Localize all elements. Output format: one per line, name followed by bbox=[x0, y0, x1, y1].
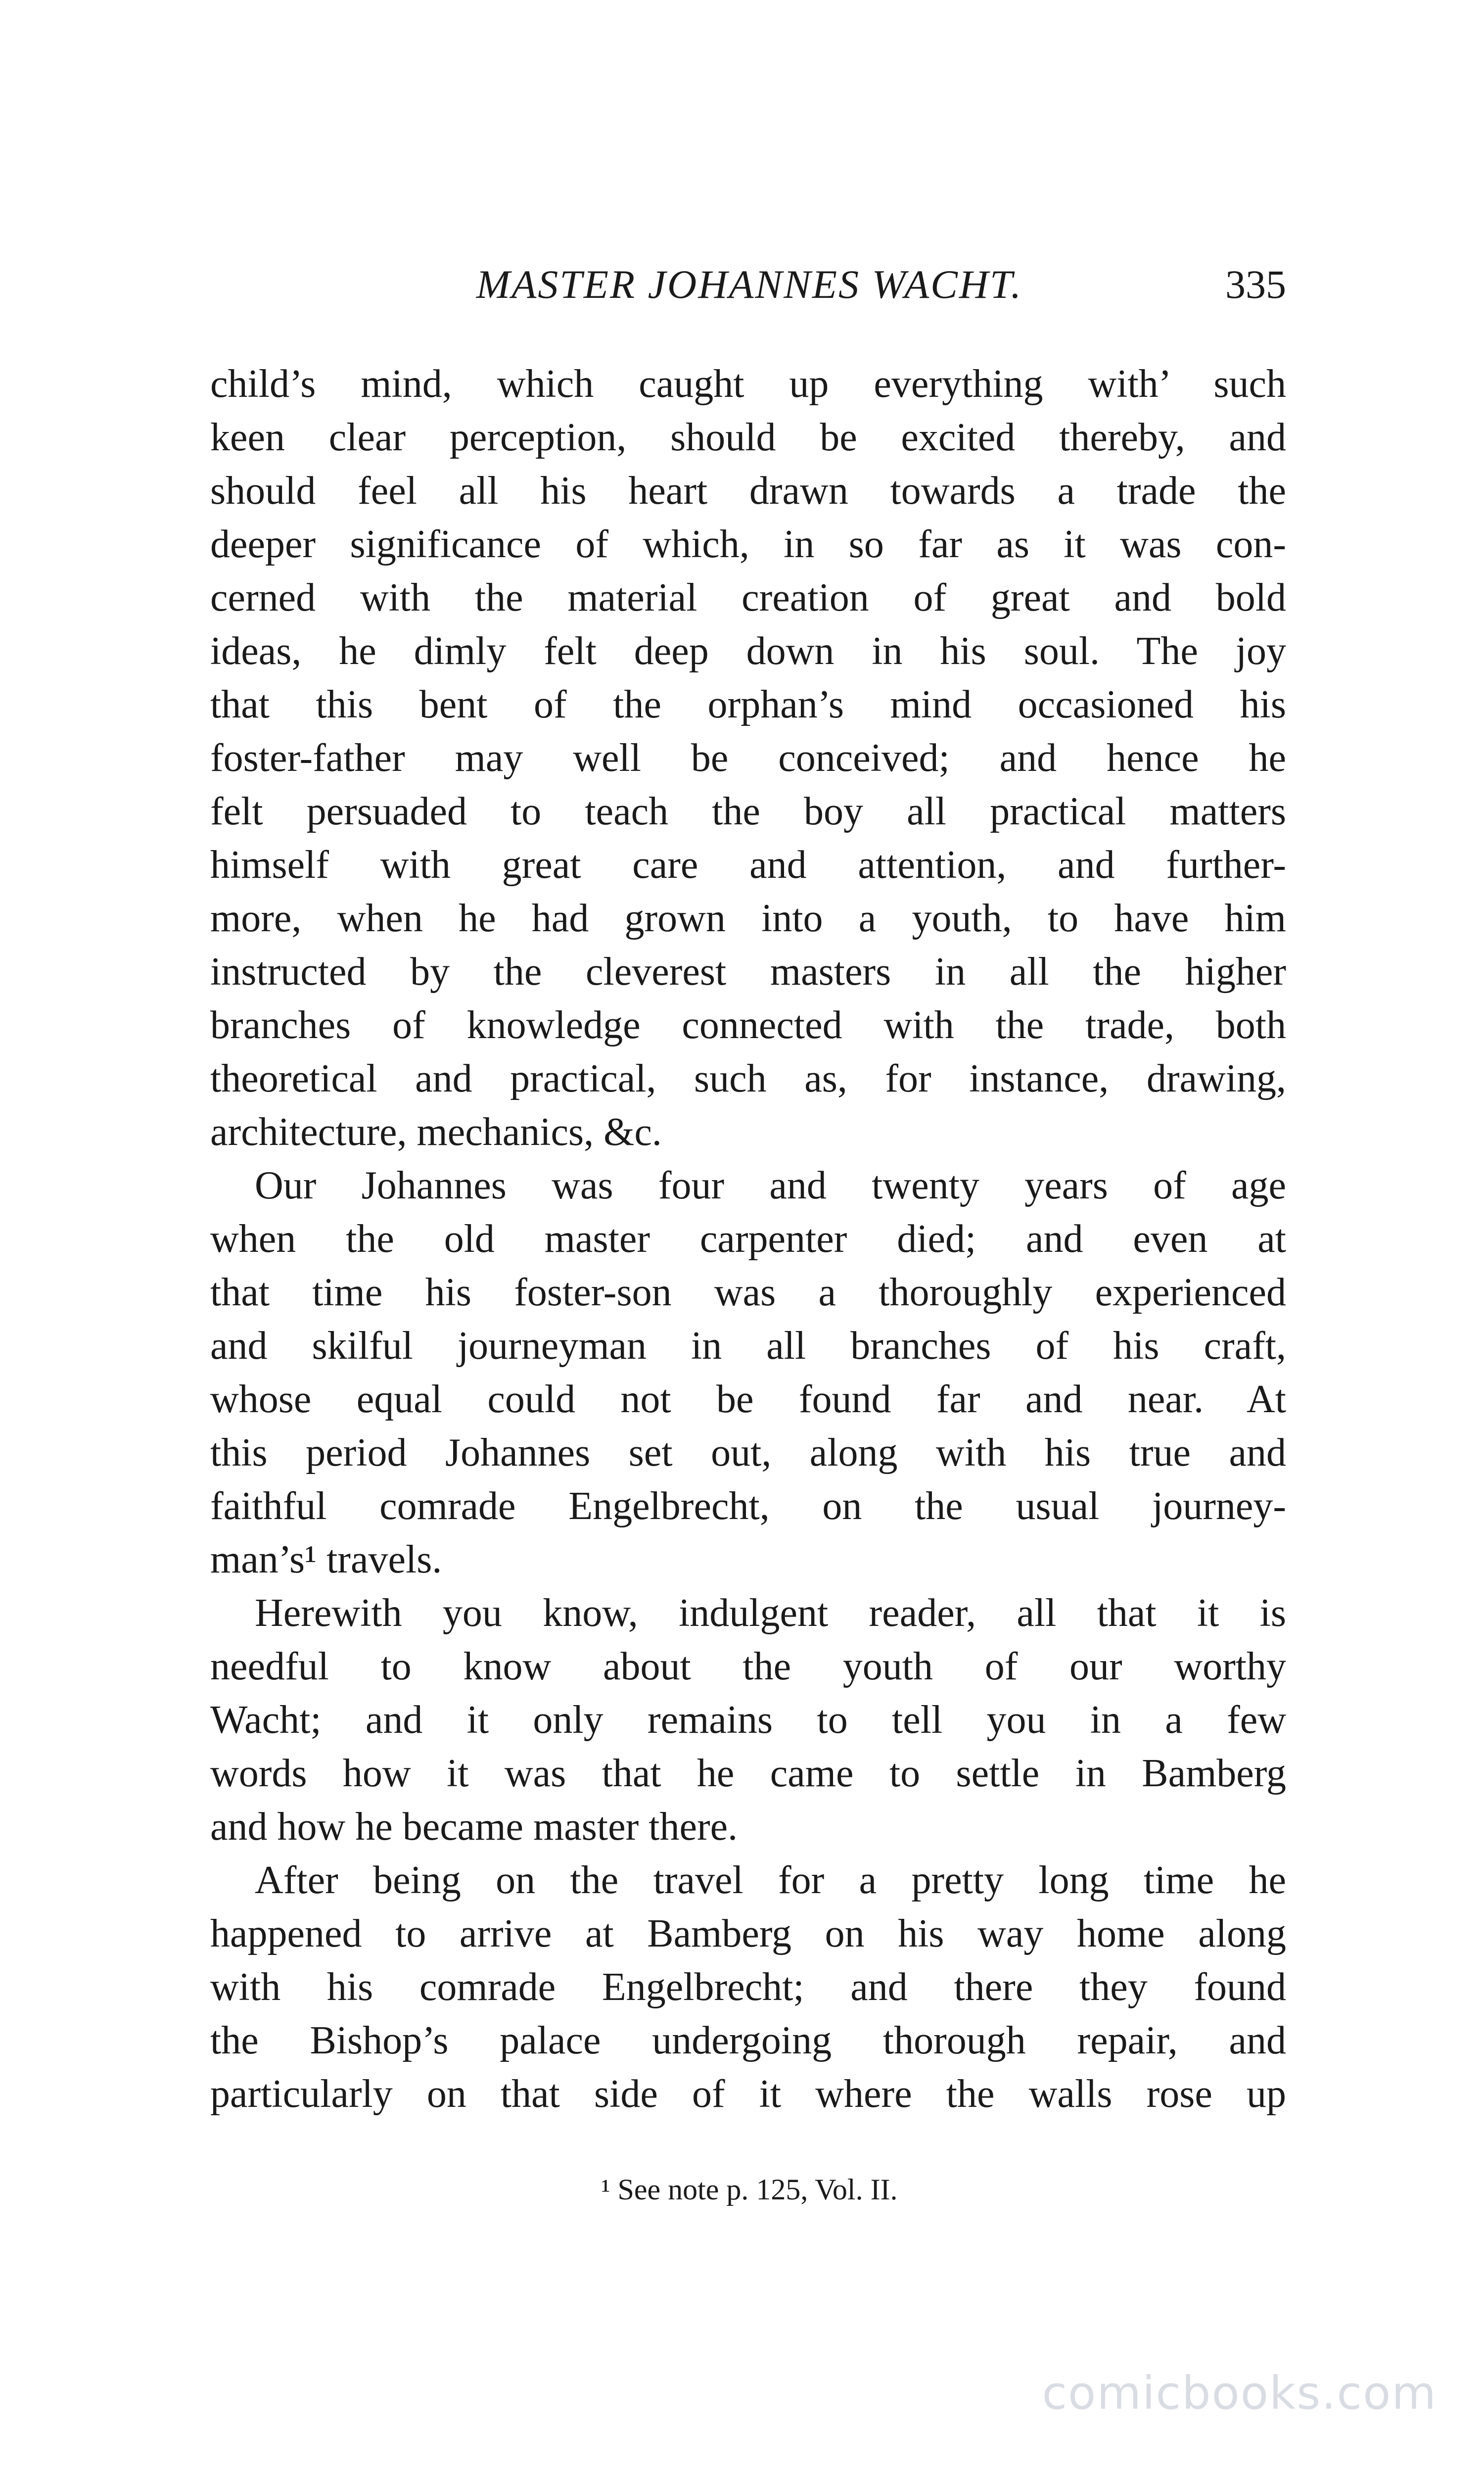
text-line: faithful comrade Engelbrecht, on the usual journey- bbox=[210, 1484, 1286, 1528]
watermark-logo: comicbooks.com bbox=[1042, 2367, 1437, 2420]
footnote: ¹ See note p. 125, Vol. II. bbox=[601, 2173, 898, 2206]
text-line: happened to arrive at Bamberg on his way home along bbox=[210, 1912, 1286, 1955]
text-line: man’s¹ travels. bbox=[210, 1538, 442, 1581]
text-line: Our Johannes was four and twenty years of age bbox=[255, 1164, 1286, 1207]
running-head bbox=[213, 257, 1286, 312]
running-title: MASTER JOHANNES WACHT. bbox=[476, 262, 1023, 307]
text-line: should feel all his heart drawn towards a trade the bbox=[210, 469, 1286, 513]
text-line: and skilful journeyman in all branches of his craft, bbox=[210, 1324, 1286, 1368]
text-line: instructed by the cleverest masters in all the higher bbox=[210, 950, 1286, 994]
page-number: 335 bbox=[1225, 262, 1286, 307]
text-line: with his comrade Engelbrecht; and there they found bbox=[210, 1965, 1286, 2009]
text-line: deeper significance of which, in so far as it was con- bbox=[210, 523, 1286, 566]
text-line: theoretical and practical, such as, for instance, drawing, bbox=[210, 1057, 1286, 1100]
text-line: architecture, mechanics, &c. bbox=[210, 1110, 662, 1154]
text-line: words how it was that he came to settle in Bamberg bbox=[210, 1752, 1286, 1795]
body-text bbox=[210, 357, 1286, 2121]
text-line: that this bent of the orphan’s mind occasioned his bbox=[210, 683, 1286, 726]
text-line: the Bishop’s palace undergoing thorough repair, and bbox=[210, 2019, 1286, 2062]
text-line: more, when he had grown into a youth, to have him bbox=[210, 897, 1286, 940]
text-line: Wacht; and it only remains to tell you in a few bbox=[210, 1698, 1286, 1742]
text-line: that time his foster-son was a thoroughly experienced bbox=[210, 1271, 1286, 1314]
text-line: this period Johannes set out, along with his true and bbox=[210, 1431, 1286, 1475]
text-line: ideas, he dimly felt deep down in his soul. The joy bbox=[210, 629, 1286, 673]
text-line: keen clear perception, should be excited thereby, and bbox=[210, 416, 1286, 459]
text-line: needful to know about the youth of our worthy bbox=[210, 1645, 1286, 1688]
text-line: child’s mind, which caught up everything with’ such bbox=[210, 362, 1286, 406]
text-line: felt persuaded to teach the boy all practical matters bbox=[210, 790, 1286, 833]
text-line: whose equal could not be found far and near. At bbox=[210, 1378, 1286, 1421]
text-line: and how he became master there. bbox=[210, 1805, 738, 1849]
text-line: particularly on that side of it where the walls rose up bbox=[210, 2072, 1286, 2116]
text-line: branches of knowledge connected with the trade, both bbox=[210, 1003, 1286, 1047]
text-line: when the old master carpenter died; and even at bbox=[210, 1217, 1286, 1261]
text-line: himself with great care and attention, and further- bbox=[210, 843, 1286, 887]
text-line: foster-father may well be conceived; and hence he bbox=[210, 736, 1286, 780]
text-line: cerned with the material creation of great and bold bbox=[210, 576, 1286, 619]
text-line: Herewith you know, indulgent reader, all that it is bbox=[255, 1591, 1286, 1635]
text-line: After being on the travel for a pretty long time he bbox=[255, 1858, 1286, 1902]
